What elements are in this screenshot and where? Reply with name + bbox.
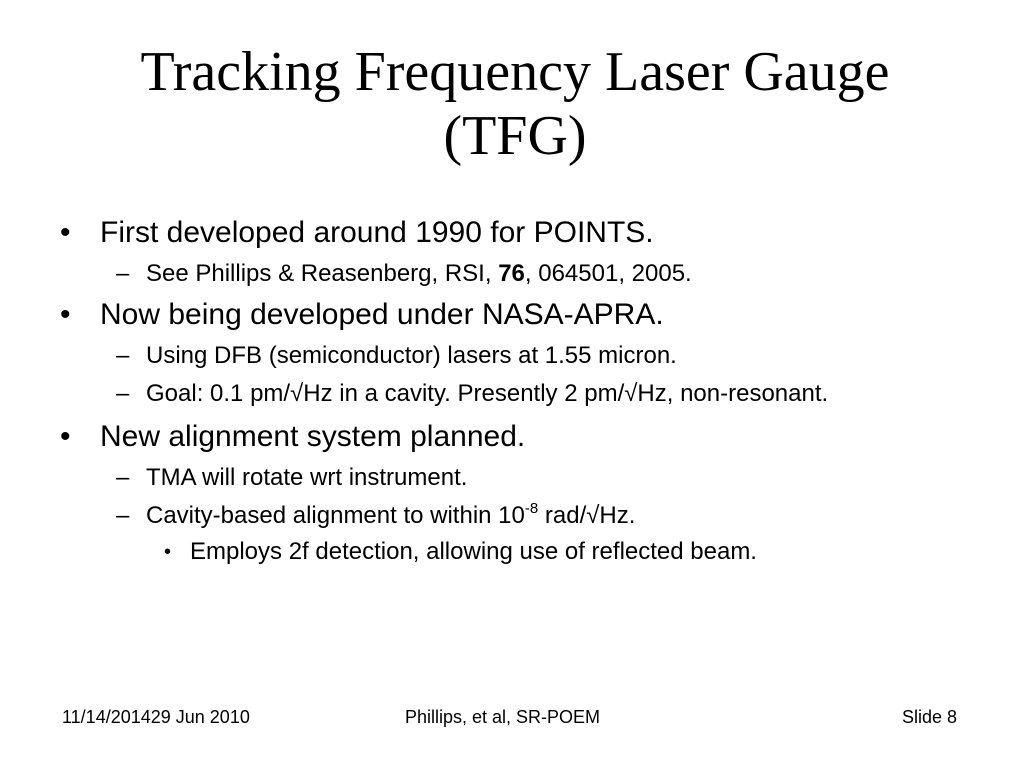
sub-bullet-cavity-alignment [146, 502, 635, 530]
bullet-marker: • [60, 216, 71, 249]
reference-text-post: , 064501, 2005. [524, 260, 692, 287]
bullet-marker: • [60, 420, 71, 453]
sub-bullet-reference [146, 260, 692, 288]
footer-slide-number: Slide 8 [902, 707, 958, 727]
dash-marker: – [116, 260, 130, 287]
title-line-1: Tracking Frequency Laser Gauge [140, 41, 890, 103]
sub-bullet-dfb-lasers: Using DFB (semiconductor) lasers at 1.55 micron. [146, 342, 677, 369]
dash-marker: – [116, 380, 130, 407]
slide-title [60, 40, 970, 168]
cavity-text-post: rad/√Hz. [538, 502, 636, 529]
bullet-nasa-apra: Now being developed under NASA-APRA. [100, 298, 664, 331]
bullet-marker: • [60, 298, 71, 331]
exponent: -8 [524, 500, 539, 517]
bullet-marker: • [164, 541, 172, 563]
bullet-first-developed: First developed around 1990 for POINTS. [100, 216, 654, 249]
footer-date: 11/14/201429 Jun 2010 [62, 707, 250, 727]
dash-marker: – [116, 342, 130, 369]
cavity-text-pre: Cavity-based alignment to within 10 [146, 502, 525, 529]
reference-volume: 76 [498, 260, 525, 287]
footer-authors: Phillips, et al, SR-POEM [405, 707, 601, 727]
sub-bullet-tma: TMA will rotate wrt instrument. [146, 464, 468, 491]
sub-sub-bullet-2f-detection: Employs 2f detection, allowing use of reflected beam. [190, 538, 757, 565]
bullet-alignment-system: New alignment system planned. [100, 420, 526, 453]
reference-text-pre: See Phillips & Reasenberg, RSI, [146, 260, 499, 287]
sub-bullet-goal: Goal: 0.1 pm/√Hz in a cavity. Presently 2 pm/√Hz, non-resonant. [146, 380, 829, 407]
dash-marker: – [116, 464, 130, 491]
dash-marker: – [116, 502, 130, 529]
title-line-2: (TFG) [443, 105, 587, 167]
